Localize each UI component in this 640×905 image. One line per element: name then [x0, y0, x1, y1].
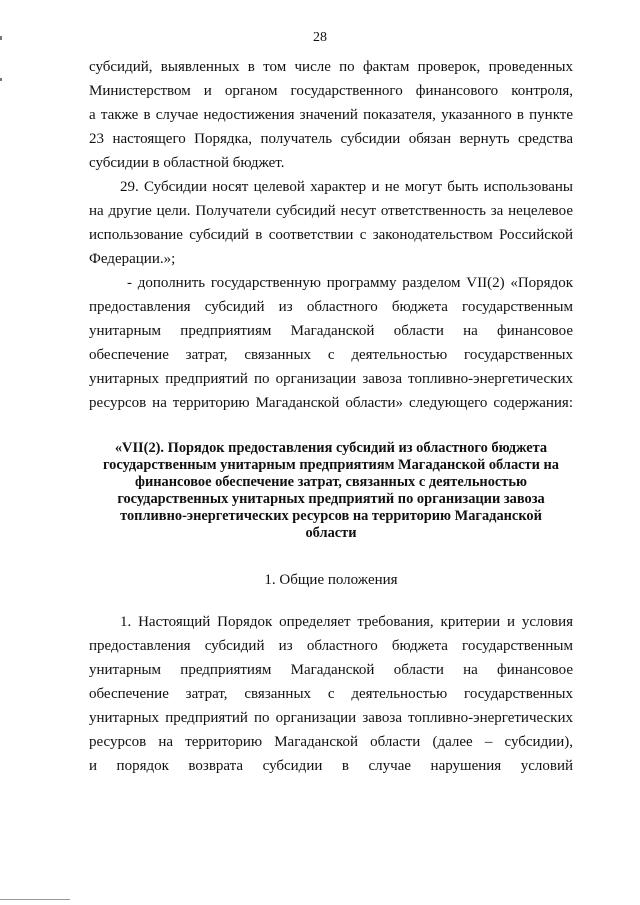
- paragraph-1: [89, 610, 573, 778]
- text-line: Федерации.»;: [89, 251, 176, 267]
- text-line: субсидии в областной бюджет.: [89, 155, 285, 171]
- text-line: субсидий, выявленных в том числе по фактам проверок, проведенных: [89, 59, 573, 75]
- text-line: на другие цели. Получатели субсидий несут ответственность за нецелевое: [89, 203, 573, 219]
- scan-edge-mark: [0, 78, 2, 81]
- document-body: [89, 55, 573, 778]
- text-line: использование субсидий в соответствии с законодательством Российской: [89, 227, 573, 243]
- text-line: а также в случае недостижения значений показателя, указанного в пункте: [89, 107, 573, 123]
- text-line: ресурсов на территорию Магаданской области (далее – субсидии),: [89, 734, 573, 750]
- text-line: обеспечение затрат, связанных с деятельностью государственных: [89, 686, 573, 702]
- paragraph-29: [89, 175, 573, 271]
- text-line: предоставления субсидий из областного бюджета государственным: [89, 638, 573, 654]
- text-line: предоставления субсидий из областного бюджета государственным: [89, 299, 573, 315]
- page-number: 28: [313, 30, 327, 45]
- heading-line: области: [305, 525, 357, 541]
- heading-line: финансовое обеспечение затрат, связанных с деятельностью: [135, 474, 527, 490]
- heading-line: государственных унитарных предприятий по организации завоза: [117, 491, 545, 507]
- text-line: ресурсов на территорию Магаданской области» следующего содержания:: [89, 395, 573, 411]
- text-line: 23 настоящего Порядка, получатель субсидии обязан вернуть средства: [89, 131, 573, 147]
- text-line: 29. Субсидии носят целевой характер и не могут быть использованы: [120, 179, 573, 195]
- text-line: 1. Настоящий Порядок определяет требования, критерии и условия: [120, 614, 573, 630]
- text-line: Министерством и органом государственного финансового контроля,: [89, 83, 573, 99]
- text-line: унитарных предприятий по организации завоза топливно-энергетических: [89, 371, 573, 387]
- text-line: унитарным предприятиям Магаданской области на финансовое: [89, 662, 573, 678]
- text-line: унитарным предприятиям Магаданской области на финансовое: [89, 323, 573, 339]
- paragraph-continuation: [89, 55, 573, 175]
- heading-line: государственным унитарным предприятиям Магаданской области на: [103, 457, 559, 473]
- section-heading: [89, 440, 573, 542]
- text-line: и порядок возврата субсидии в случае нарушения условий: [89, 758, 573, 774]
- heading-line: «VII(2). Порядок предоставления субсидий из областного бюджета: [114, 440, 548, 456]
- heading-line: топливно-энергетических ресурсов на территорию Магаданской: [120, 508, 542, 524]
- text-line: обеспечение затрат, связанных с деятельностью государственных: [89, 347, 573, 363]
- paragraph-amendment: [89, 271, 573, 415]
- footer-rule: [0, 899, 70, 900]
- subsection-title: 1. Общие положения: [264, 572, 398, 588]
- text-line: унитарных предприятий по организации завоза топливно-энергетических: [89, 710, 573, 726]
- text-line: - дополнить государственную программу разделом VII(2) «Порядок: [127, 275, 573, 291]
